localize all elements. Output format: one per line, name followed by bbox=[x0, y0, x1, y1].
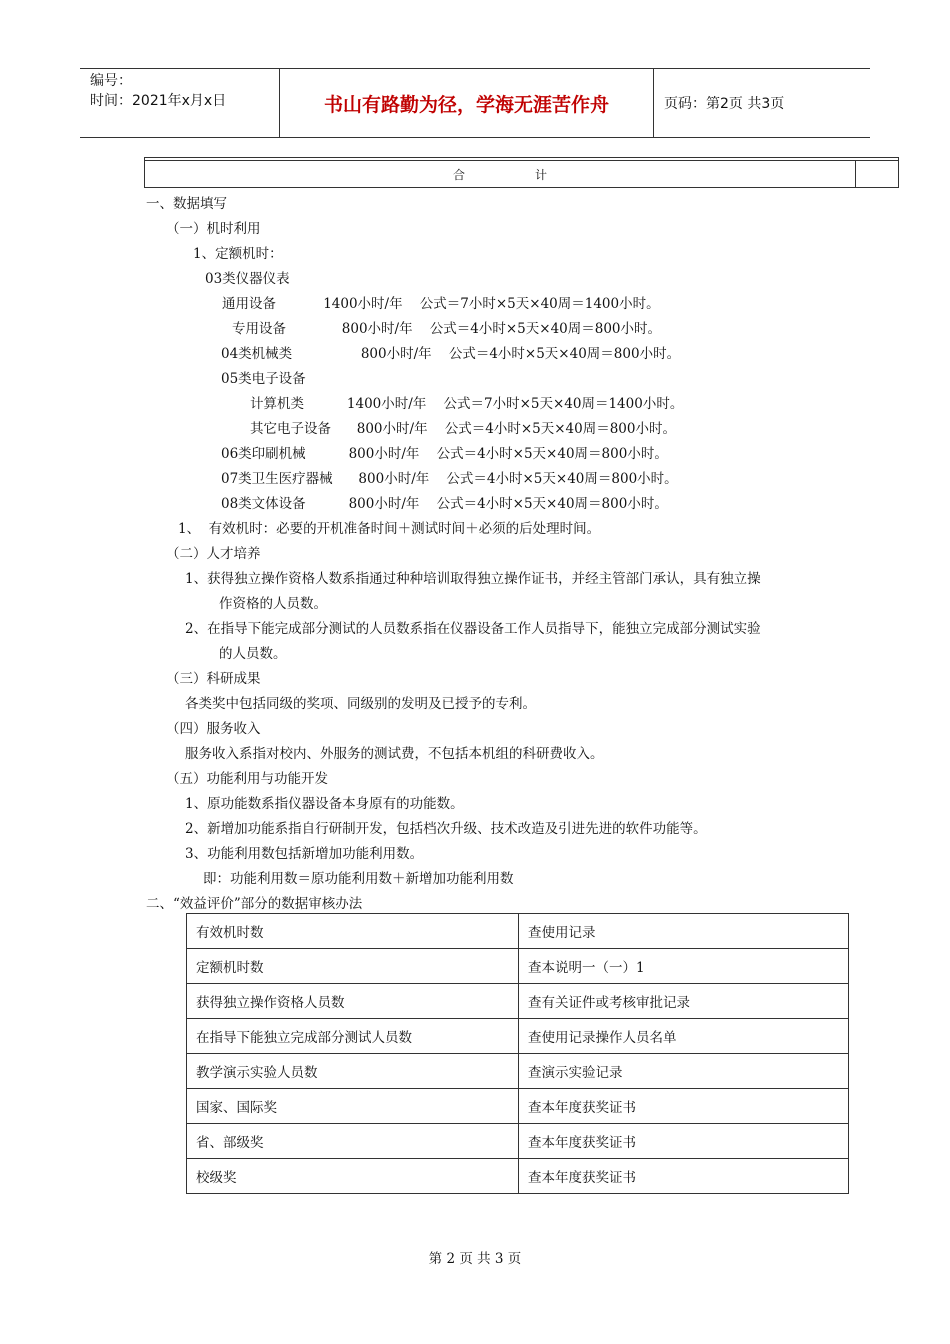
body-line: 1、 有效机时：必要的开机准备时间＋测试时间＋必须的后处理时间。 bbox=[178, 521, 601, 537]
review-item-cell: 有效机时数 bbox=[187, 914, 519, 949]
table-row bbox=[187, 1054, 849, 1089]
review-method-cell: 查本说明一（一）1 bbox=[519, 949, 849, 984]
body-line: 通用设备 1400小时/年 公式＝7小时×5天×40周＝1400小时。 bbox=[222, 296, 660, 312]
total-row bbox=[144, 157, 899, 188]
review-method-cell: 查使用记录 bbox=[519, 914, 849, 949]
header-page-label: 页码：第2页 共3页 bbox=[664, 96, 785, 112]
body-line: 05类电子设备 bbox=[221, 371, 306, 387]
page-footer: 第 2 页 共 3 页 bbox=[428, 1251, 522, 1267]
review-item-cell: 省、部级奖 bbox=[187, 1124, 519, 1159]
review-method-cell: 查有关证件或考核审批记录 bbox=[519, 984, 849, 1019]
body-line: 1、获得独立操作资格人数系指通过种种培训取得独立操作证书，并经主管部门承认，具有独立操 bbox=[185, 571, 761, 587]
review-table bbox=[186, 913, 849, 1194]
table-row bbox=[187, 984, 849, 1019]
body-line: 各类奖中包括同级的奖项、同级别的发明及已授予的专利。 bbox=[185, 696, 536, 712]
table-row bbox=[187, 1019, 849, 1054]
body-line: 1、定额机时： bbox=[193, 246, 283, 262]
body-line: 04类机械类 800小时/年 公式＝4小时×5天×40周＝800小时。 bbox=[221, 346, 681, 362]
body-line: 07类卫生医疗器械 800小时/年 公式＝4小时×5天×40周＝800小时。 bbox=[221, 471, 678, 487]
review-item-cell: 校级奖 bbox=[187, 1159, 519, 1194]
body-line: 06类印刷机械 800小时/年 公式＝4小时×5天×40周＝800小时。 bbox=[221, 446, 668, 462]
review-method-cell: 查使用记录操作人员名单 bbox=[519, 1019, 849, 1054]
total-value-cell bbox=[855, 160, 898, 187]
table-row bbox=[187, 1124, 849, 1159]
body-line: 1、原功能数系指仪器设备本身原有的功能数。 bbox=[185, 796, 464, 812]
table-row bbox=[187, 1159, 849, 1194]
table-row bbox=[187, 914, 849, 949]
review-method-cell: 查本年度获奖证书 bbox=[519, 1089, 849, 1124]
header-time-label: 时间：2021年x月x日 bbox=[90, 93, 227, 109]
review-method-cell: 查演示实验记录 bbox=[519, 1054, 849, 1089]
body-line: 二、“效益评价”部分的数据审核办法 bbox=[146, 896, 363, 912]
body-line: 3、功能利用数包括新增加功能利用数。 bbox=[185, 846, 424, 862]
body-line: 计算机类 1400小时/年 公式＝7小时×5天×40周＝1400小时。 bbox=[250, 396, 684, 412]
body-line: 其它电子设备 800小时/年 公式＝4小时×5天×40周＝800小时。 bbox=[250, 421, 676, 437]
body-line: 08类文体设备 800小时/年 公式＝4小时×5天×40周＝800小时。 bbox=[221, 496, 668, 512]
table-row bbox=[187, 1089, 849, 1124]
body-line: （一）机时利用 bbox=[166, 221, 261, 237]
review-item-cell: 获得独立操作资格人员数 bbox=[187, 984, 519, 1019]
page-header bbox=[80, 68, 870, 138]
review-item-cell: 在指导下能独立完成部分测试人员数 bbox=[187, 1019, 519, 1054]
review-method-cell: 查本年度获奖证书 bbox=[519, 1124, 849, 1159]
review-item-cell: 国家、国际奖 bbox=[187, 1089, 519, 1124]
table-row bbox=[187, 949, 849, 984]
body-line: （二）人才培养 bbox=[166, 546, 261, 562]
body-line: 03类仪器仪表 bbox=[205, 271, 290, 287]
body-line: （三）科研成果 bbox=[166, 671, 261, 687]
header-motto: 书山有路勤为径，学海无涯苦作舟 bbox=[280, 69, 654, 137]
review-item-cell: 教学演示实验人员数 bbox=[187, 1054, 519, 1089]
body-line: （五）功能利用与功能开发 bbox=[166, 771, 328, 787]
body-line: 2、在指导下能完成部分测试的人员数系指在仪器设备工作人员指导下，能独立完成部分测试实验 bbox=[185, 621, 761, 637]
header-meta bbox=[80, 69, 280, 137]
body-line: 的人员数。 bbox=[219, 646, 287, 662]
body-line: 作资格的人员数。 bbox=[219, 596, 327, 612]
body-line: 即：功能利用数＝原功能利用数＋新增加功能利用数 bbox=[203, 871, 514, 887]
total-label: 合计 bbox=[145, 160, 855, 187]
review-method-cell: 查本年度获奖证书 bbox=[519, 1159, 849, 1194]
body-line: （四）服务收入 bbox=[166, 721, 261, 737]
body-line: 服务收入系指对校内、外服务的测试费，不包括本机组的科研费收入。 bbox=[185, 746, 604, 762]
body-line: 专用设备 800小时/年 公式＝4小时×5天×40周＝800小时。 bbox=[232, 321, 662, 337]
body-line: 一、数据填写 bbox=[146, 196, 227, 212]
header-number-label: 编号： bbox=[90, 73, 132, 89]
body-line: 2、新增加功能系指自行研制开发，包括档次升级、技术改造及引进先进的软件功能等。 bbox=[185, 821, 707, 837]
review-item-cell: 定额机时数 bbox=[187, 949, 519, 984]
